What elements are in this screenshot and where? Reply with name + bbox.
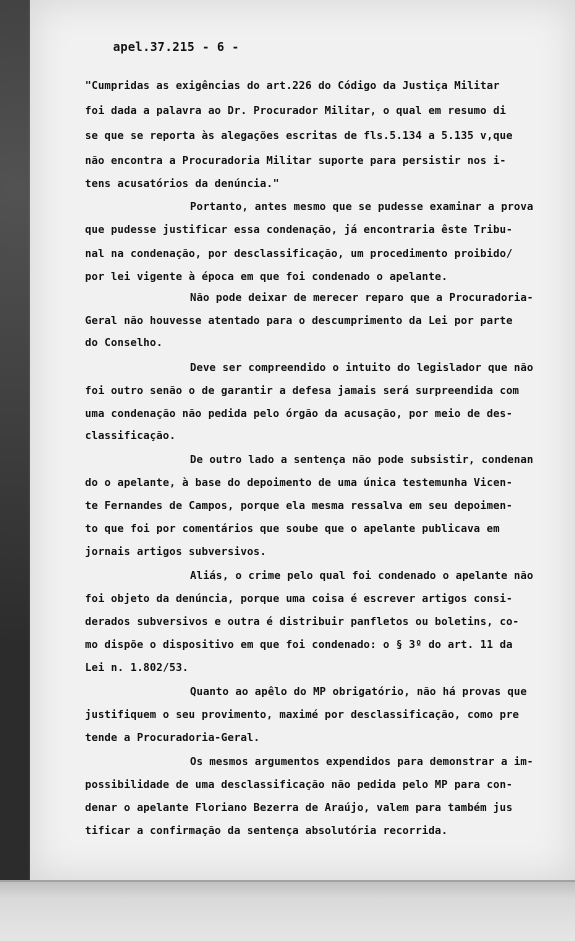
text-line: tens acusatórios da denúncia.": [85, 178, 280, 190]
text-line: foi dada a palavra ao Dr. Procurador Militar, o qual em resumo di: [85, 105, 507, 117]
text-line: Quanto ao apêlo do MP obrigatório, não há provas que: [190, 686, 527, 698]
text-line: denar o apelante Floriano Bezerra de Araújo, valem para também jus: [85, 802, 513, 814]
text-line: não encontra a Procuradoria Militar suporte para persistir nos i-: [85, 155, 507, 167]
text-line: do Conselho.: [85, 337, 163, 349]
text-line: nal na condenação, por desclassificação, um procedimento proibido/: [85, 248, 513, 260]
page-edge-line: [0, 880, 575, 882]
text-line: te Fernandes de Campos, porque ela mesma ressalva em seu depoimen-: [85, 500, 513, 512]
text-line: Portanto, antes mesmo que se pudesse examinar a prova: [190, 201, 534, 213]
text-line: por lei vigente à época em que foi condenado o apelante.: [85, 271, 448, 283]
text-line: mo dispõe o dispositivo em que foi condenado: o § 3º do art. 11 da: [85, 639, 513, 651]
text-line: Deve ser compreendido o intuito do legislador que não: [190, 362, 534, 374]
text-line: Não pode deixar de merecer reparo que a Procuradoria-: [190, 292, 534, 304]
text-line: classificação.: [85, 430, 176, 442]
text-line: justifiquem o seu provimento, maximé por desclassificação, como pre: [85, 709, 520, 721]
text-line: do o apelante, à base do depoimento de uma única testemunha Vicen-: [85, 477, 513, 489]
text-line: que pudesse justificar essa condenação, já encontraria êste Tribu-: [85, 224, 513, 236]
text-line: Os mesmos argumentos expendidos para demonstrar a im-: [190, 756, 534, 768]
scan-bottom-margin: [0, 880, 575, 941]
text-line: Aliás, o crime pelo qual foi condenado o apelante não: [190, 570, 534, 582]
text-line: se que se reporta às alegações escritas de fls.5.134 a 5.135 v,que: [85, 130, 513, 142]
text-line: to que foi por comentários que soube que o apelante publicava em: [85, 523, 500, 535]
text-line: uma condenação não pedida pelo órgão da acusação, por meio de des-: [85, 408, 513, 420]
page-header: apel.37.215 - 6 -: [113, 40, 240, 54]
text-line: "Cumpridas as exigências do art.226 do Código da Justiça Militar: [85, 80, 500, 92]
text-line: derados subversivos e outra é distribuir panfletos ou boletins, co-: [85, 616, 520, 628]
text-line: foi outro senão o de garantir a defesa jamais será surpreendida com: [85, 385, 520, 397]
text-line: De outro lado a sentença não pode subsistir, condenan: [190, 454, 534, 466]
text-line: Lei n. 1.802/53.: [85, 662, 189, 674]
text-line: possibilidade de uma desclassificação não pedida pelo MP para con-: [85, 779, 513, 791]
text-line: tificar a confirmação da sentença absolutória recorrida.: [85, 825, 448, 837]
text-line: foi objeto da denúncia, porque uma coisa é escrever artigos consi-: [85, 593, 513, 605]
text-line: tende a Procuradoria-Geral.: [85, 732, 260, 744]
text-line: jornais artigos subversivos.: [85, 546, 267, 558]
text-line: Geral não houvesse atentado para o descumprimento da Lei por parte: [85, 315, 513, 327]
